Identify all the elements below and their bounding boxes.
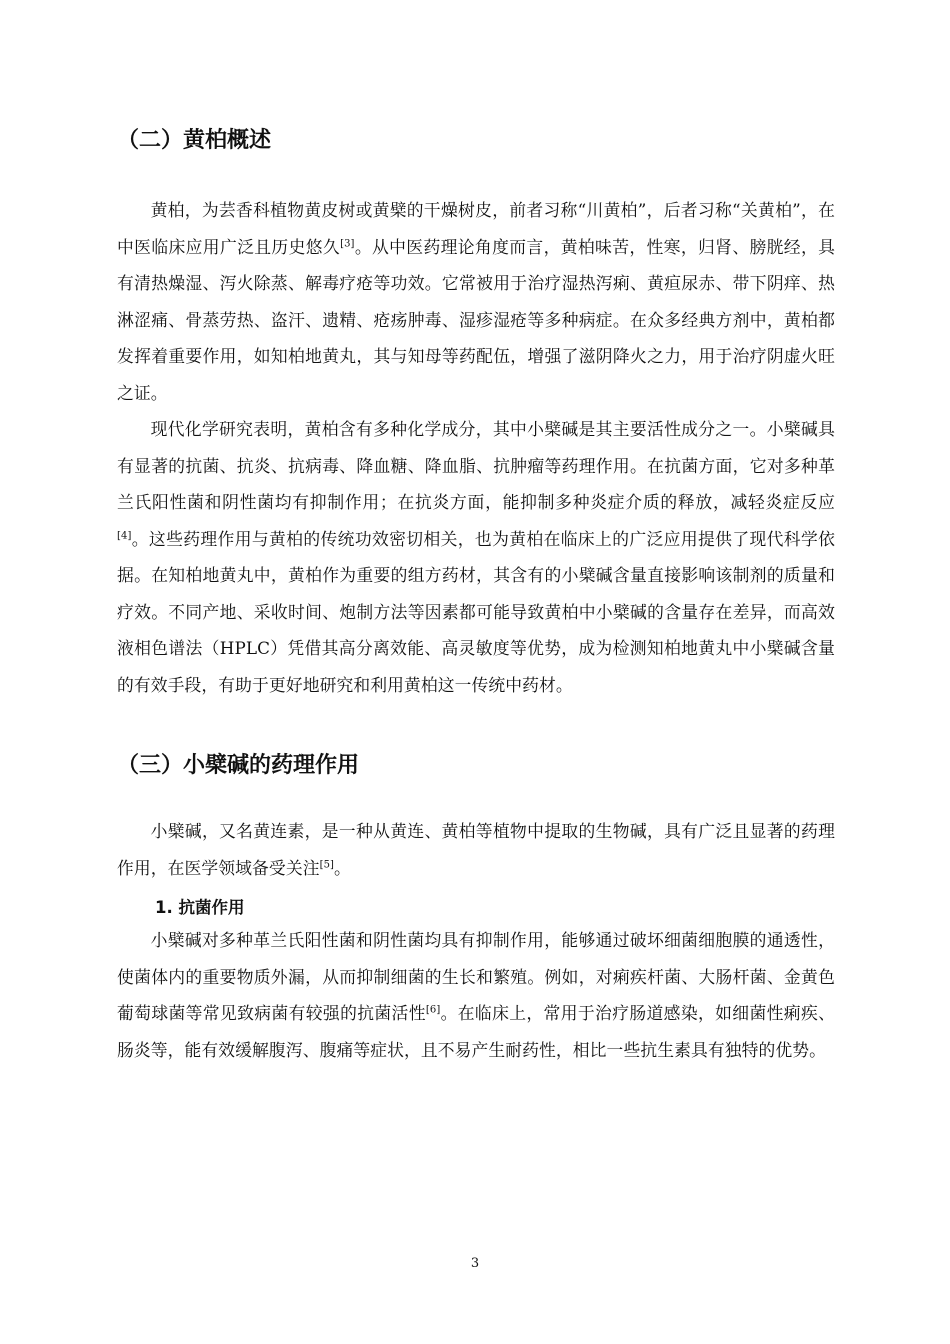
subsection-heading-antibacterial: 1. 抗菌作用	[155, 898, 245, 917]
text-run: 。在临床上，常用于治疗肠道感染，如细菌性痢疾、肠炎等，能有效缓解腹泻、腹痛等症状，且不易产生耐药性，相比一些抗生素具有独特的优势。	[117, 1003, 835, 1060]
section-heading-berberine-pharmacology: （三）小檗碱的药理作用	[117, 753, 360, 778]
paragraph-antibacterial	[117, 922, 835, 1068]
paragraph-huangbai-chemistry	[117, 411, 835, 703]
citation-ref-3: [3]	[340, 237, 355, 249]
citation-ref-6: [6]	[425, 1004, 441, 1016]
paragraph-huangbai-intro	[117, 192, 835, 411]
page-number: 3	[470, 1256, 480, 1271]
text-run: 。	[334, 857, 351, 878]
paragraph-berberine-intro	[117, 813, 835, 886]
section-heading-huangbai-overview: （二）黄柏概述	[117, 128, 272, 153]
text-run: 小檗碱，又名黄连素，是一种从黄连、黄柏等植物中提取的生物碱，具有广泛且显著的药理作用，在医学领域备受关注	[117, 821, 835, 878]
page-content	[117, 124, 835, 1068]
citation-ref-5: [5]	[319, 858, 335, 870]
citation-ref-4: [4]	[117, 529, 132, 541]
text-run: 小檗碱对多种革兰氏阳性菌和阴性菌均具有抑制作用，能够通过破坏细菌细胞膜的通透性，使菌体内的重要物质外漏，从而抑制细菌的生长和繁殖。例如，对痢疾杆菌、大肠杆菌、金黄色葡萄球菌等常见致病菌有较强的抗菌活性	[117, 930, 835, 1023]
text-run: 。从中医药理论角度而言，黄柏味苦，性寒，归肾、膀胱经，具有清热燥湿、泻火除蒸、解毒疗疮等功效。它常被用于治疗湿热泻痢、黄疸尿赤、带下阴痒、热淋涩痛、骨蒸劳热、盗汗、遗精、疮疡肿毒、湿疹湿疮等多种病症。在众多经典方剂中，黄柏都发挥着重要作用，如知柏地黄丸，其与知母等药配伍，增强了滋阴降火之力，用于治疗阴虚火旺之证。	[117, 236, 835, 403]
text-run: 。这些药理作用与黄柏的传统功效密切相关，也为黄柏在临床上的广泛应用提供了现代科学依据。在知柏地黄丸中，黄柏作为重要的组方药材，其含有的小檗碱含量直接影响该制剂的质量和疗效。不同产地、采收时间、炮制方法等因素都可能导致黄柏中小檗碱的含量存在差异，而高效液相色谱法（HPLC）凭借其高分离效能、高灵敏度等优势，成为检测知柏地黄丸中小檗碱含量的有效手段，有助于更好地研究和利用黄柏这一传统中药材。	[117, 528, 835, 695]
text-run: 黄柏，为芸香科植物黄皮树或黄檗的干燥树皮，前者习称“川黄柏”，后者习称“关黄柏”，在中医临床应用广泛且历史悠久	[117, 200, 835, 257]
text-run: 现代化学研究表明，黄柏含有多种化学成分，其中小檗碱是其主要活性成分之一。小檗碱具有显著的抗菌、抗炎、抗病毒、降血糖、降血脂、抗肿瘤等药理作用。在抗菌方面，它对多种革兰氏阳性菌和阴性菌均有抑制作用；在抗炎方面，能抑制多种炎症介质的释放，减轻炎症反应	[117, 419, 835, 512]
